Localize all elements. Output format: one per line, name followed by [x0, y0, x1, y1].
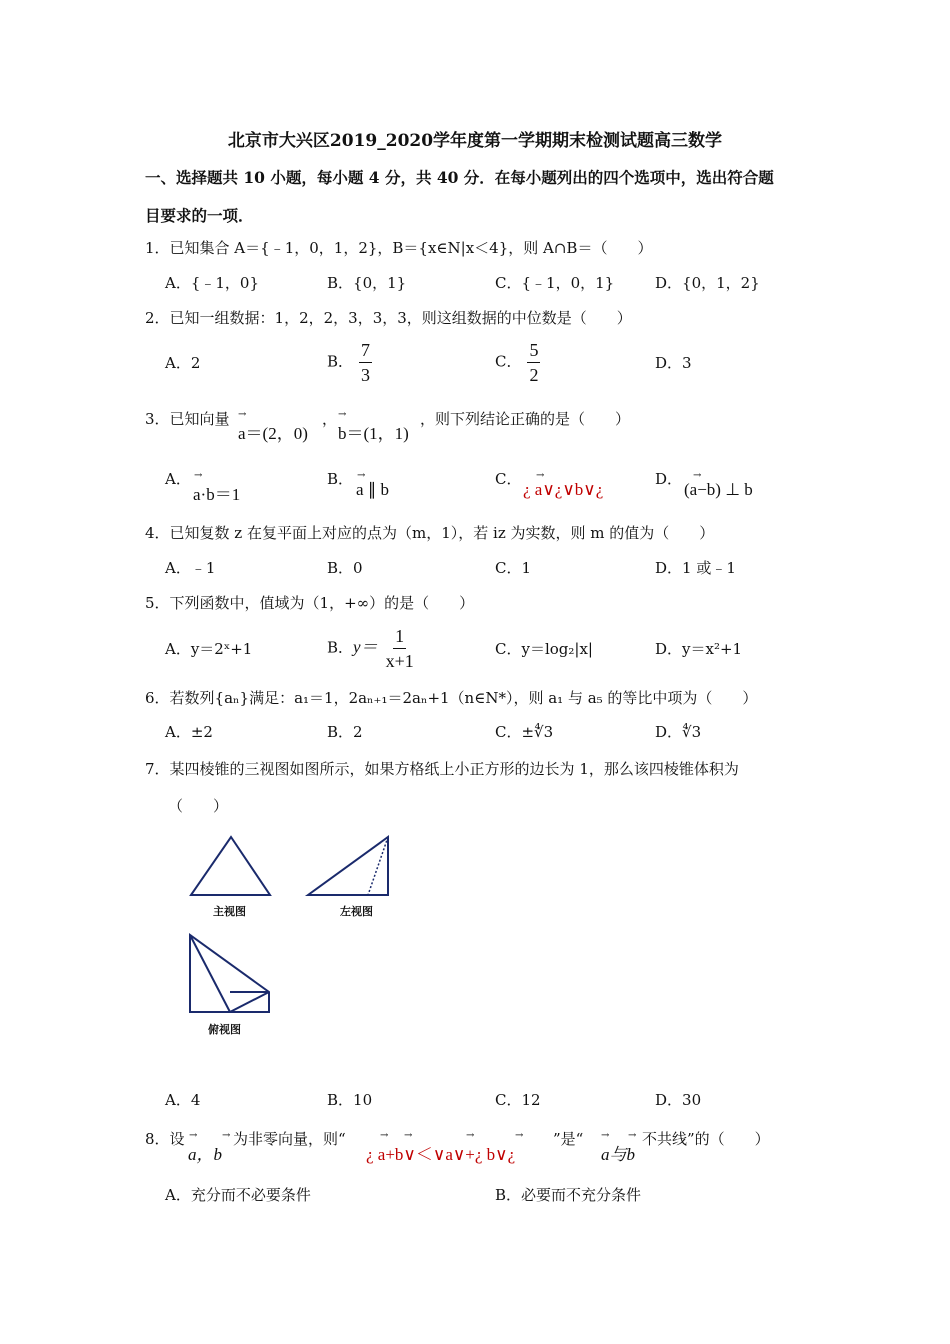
question-8-stem-mid: 为非零向量，则“ [233, 1130, 346, 1148]
arrow-icon: → [238, 409, 247, 420]
question-7-stem-line2: （ ） [168, 797, 229, 815]
question-4-option-d: D．1 或﹣1 [655, 559, 736, 577]
question-8-vectors: a，b [188, 1145, 222, 1164]
side-view-hidden-edge [368, 837, 388, 895]
question-5-option-c: C．y＝log₂|x| [495, 640, 593, 658]
question-7-option-a: A．4 [165, 1091, 201, 1109]
arrow-icon: → [357, 470, 366, 481]
question-8-stem-quote: ”是“ [553, 1130, 584, 1148]
question-6-option-d: D．∜3 [655, 723, 702, 741]
fraction-numerator: 5 [527, 340, 540, 363]
question-3-option-c-label: C． [495, 470, 522, 488]
arrow-icon: → [536, 470, 545, 481]
question-3-option-c-expr: ¿ a∨¿∨b∨¿ [523, 480, 604, 499]
question-4-option-b: B．0 [327, 559, 363, 577]
question-3-separator: ， [322, 410, 338, 428]
question-3-vector-b: b＝(1，1) [338, 424, 409, 443]
question-8-option-b: B．必要而不充分条件 [495, 1186, 642, 1204]
question-6-option-c: C．±∜3 [495, 723, 554, 741]
question-1-option-c: C．{﹣1，0，1} [495, 274, 615, 292]
arrow-icon: → [194, 470, 203, 481]
arrow-icon: → [515, 1130, 524, 1141]
arrow-icon: → [628, 1130, 637, 1141]
fraction-numerator: 7 [359, 340, 372, 363]
arrow-icon: → [693, 470, 702, 481]
top-view-outline [190, 935, 269, 1012]
arrow-icon: → [189, 1130, 198, 1141]
question-8-vector-pair: a与b [601, 1145, 635, 1164]
question-3-option-d-expr: (a−b) ⊥ b [684, 480, 753, 499]
question-5-stem: 5．下列函数中，值域为（1，+∞）的是（ ） [145, 594, 475, 612]
question-3-stem-start: 3．已知向量 [145, 410, 230, 428]
question-1-option-d: D．{0，1，2} [655, 274, 760, 292]
side-view-caption: 左视图 [340, 905, 373, 918]
question-1-stem: 1．已知集合 A＝{﹣1，0，1，2}，B＝{x∈N|x＜4}，则 A∩B＝（ ） [145, 239, 653, 257]
question-2-stem: 2．已知一组数据：1，2，2，3，3，3，则这组数据的中位数是（ ） [145, 309, 632, 327]
question-8-stem-start: 8．设 [145, 1130, 185, 1148]
front-view-caption: 主视图 [213, 905, 246, 918]
question-8-condition: ¿ a+b∨＜∨a∨+¿ b∨¿ [366, 1145, 516, 1164]
question-1-option-a: A．{﹣1，0} [165, 274, 260, 292]
question-3-vector-a: a＝(2，0) [238, 424, 308, 443]
question-7-stem-line1: 7．某四棱锥的三视图如图所示，如果方格纸上小正方形的边长为 1，那么该四棱锥体积为 [145, 760, 739, 778]
question-2-option-c-label: C． [495, 352, 522, 371]
question-3-option-b-expr: a ∥ b [356, 480, 390, 499]
question-3-option-a-label: A． [165, 470, 191, 488]
arrow-icon: → [404, 1130, 413, 1141]
question-5-option-a: A．y＝2ˣ+1 [165, 640, 253, 658]
question-3-stem-end: ，则下列结论正确的是（ ） [420, 410, 631, 428]
section-heading-line2: 目要求的一项． [145, 206, 254, 225]
question-6-option-b: B．2 [327, 723, 363, 741]
question-5-option-b-label: B． [327, 638, 354, 657]
question-2-option-a: A．2 [165, 354, 201, 372]
question-3-option-a-expr: a·b＝1 [193, 485, 241, 504]
question-2-option-b-label: B． [327, 352, 354, 371]
side-view-triangle [308, 837, 388, 895]
question-3-option-b-label: B． [327, 470, 354, 488]
question-8-option-a: A．充分而不必要条件 [165, 1186, 311, 1204]
question-6-option-a: A．±2 [165, 723, 213, 741]
question-4-option-a: A．﹣1 [165, 559, 216, 577]
page-title: 北京市大兴区2019_2020学年度第一学期期末检测试题高三数学 [227, 131, 723, 151]
arrow-icon: → [466, 1130, 475, 1141]
question-1-option-b: B．{0，1} [327, 274, 407, 292]
question-4-stem: 4．已知复数 z 在复平面上对应的点为（m，1），若 iz 为实数，则 m 的值为（ ） [145, 524, 715, 542]
fraction-denominator: 3 [361, 365, 371, 385]
arrow-icon: → [380, 1130, 389, 1141]
top-view-edge-1 [190, 935, 230, 1012]
fraction-denominator: x+1 [385, 651, 414, 671]
question-8-stem-end: 不共线”的（ ） [642, 1130, 770, 1148]
arrow-icon: → [222, 1130, 231, 1141]
question-4-option-c: C．1 [495, 559, 532, 577]
top-view-edge-2 [230, 992, 269, 1012]
question-5-option-d: D．y＝x²+1 [655, 640, 743, 658]
question-2-option-d: D．3 [655, 354, 692, 372]
question-7-option-c: C．12 [495, 1091, 541, 1109]
question-6-stem: 6．若数列{aₙ}满足：a₁＝1，2aₙ₊₁＝2aₙ+1（n∈N*），则 a₁ 与 a₅ 的等比中项为（ ） [145, 689, 758, 707]
question-7-option-b: B．10 [327, 1091, 373, 1109]
section-heading-line1: 一、选择题共 10 小题，每小题 4 分，共 40 分．在每小题列出的四个选项中，选出符合题 [145, 168, 774, 187]
question-5-option-b-lhs: y＝ [353, 637, 378, 657]
fraction-numerator: 1 [393, 626, 406, 649]
arrow-icon: → [601, 1130, 610, 1141]
arrow-icon: → [338, 409, 347, 420]
question-3-option-d-label: D． [655, 470, 683, 488]
question-7-option-d: D．30 [655, 1091, 702, 1109]
front-view-triangle [191, 837, 270, 895]
top-view-caption: 俯视图 [208, 1023, 241, 1036]
fraction-denominator: 2 [529, 365, 539, 385]
